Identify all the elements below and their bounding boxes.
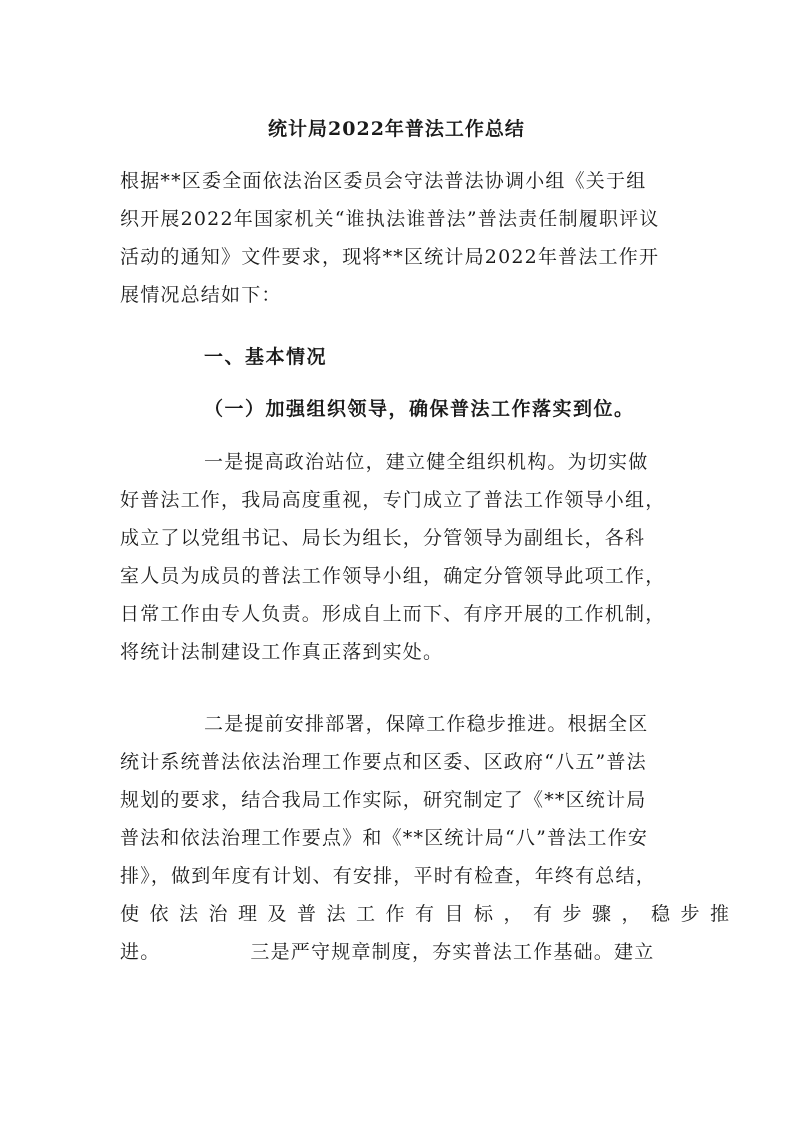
paragraph-line-mixed — [120, 933, 676, 971]
paragraph-line: 规划的要求，结合我局工作实际，研究制定了《**区统计局 — [120, 789, 647, 811]
paragraph-start-text: 三是严守规章制度，夯实普法工作基础。建立 — [250, 941, 655, 963]
paragraph-line: 织开展2022年国家机关“谁执法谁普法”普法责任制履职评议 — [120, 208, 660, 230]
paragraph-line: 统计系统普法依法治理工作要点和区委、区政府“八五”普法 — [120, 751, 647, 773]
paragraph-end-text: 进。 — [120, 941, 161, 963]
paragraph-line: 根据**区委全面依法治区委员会守法普法协调小组《关于组 — [120, 170, 647, 192]
paragraph-line: 使依法治理及普法工作有目标，有步骤，稳步推 — [120, 903, 740, 925]
subsection-heading: （一）加强组织领导，确保普法工作落实到位。 — [204, 398, 635, 420]
paragraph-line: 展情况总结如下： — [120, 284, 282, 306]
paragraph-line: 成立了以党组书记、局长为组长，分管领导为副组长，各科 — [120, 527, 646, 549]
paragraph-line: 排》，做到年度有计划、有安排，平时有检查，年终有总结， — [120, 865, 656, 887]
document-title: 统计局2022年普法工作总结 — [268, 118, 525, 140]
paragraph-line: 普法和依法治理工作要点》和《**区统计局“八”普法工作安 — [120, 827, 649, 849]
paragraph-line: 二是提前安排部署，保障工作稳步推进。根据全区 — [204, 713, 649, 735]
section-heading: 一、基本情况 — [204, 346, 328, 368]
paragraph-line: 室人员为成员的普法工作领导小组，确定分管领导此项工作， — [120, 565, 666, 587]
paragraph-line: 日常工作由专人负责。形成自上而下、有序开展的工作机制， — [120, 603, 666, 625]
intro-paragraph — [120, 162, 676, 314]
paragraph-line: 一是提高政治站位，建立健全组织机构。为切实做 — [204, 451, 649, 473]
paragraph-organization — [120, 443, 676, 671]
paragraph-planning — [120, 705, 740, 971]
paragraph-line: 活动的通知》文件要求，现将**区统计局2022年普法工作开 — [120, 246, 660, 268]
paragraph-line: 将统计法制建设工作真正落到实处。 — [120, 641, 444, 663]
paragraph-line: 好普法工作，我局高度重视，专门成立了普法工作领导小组， — [120, 489, 666, 511]
